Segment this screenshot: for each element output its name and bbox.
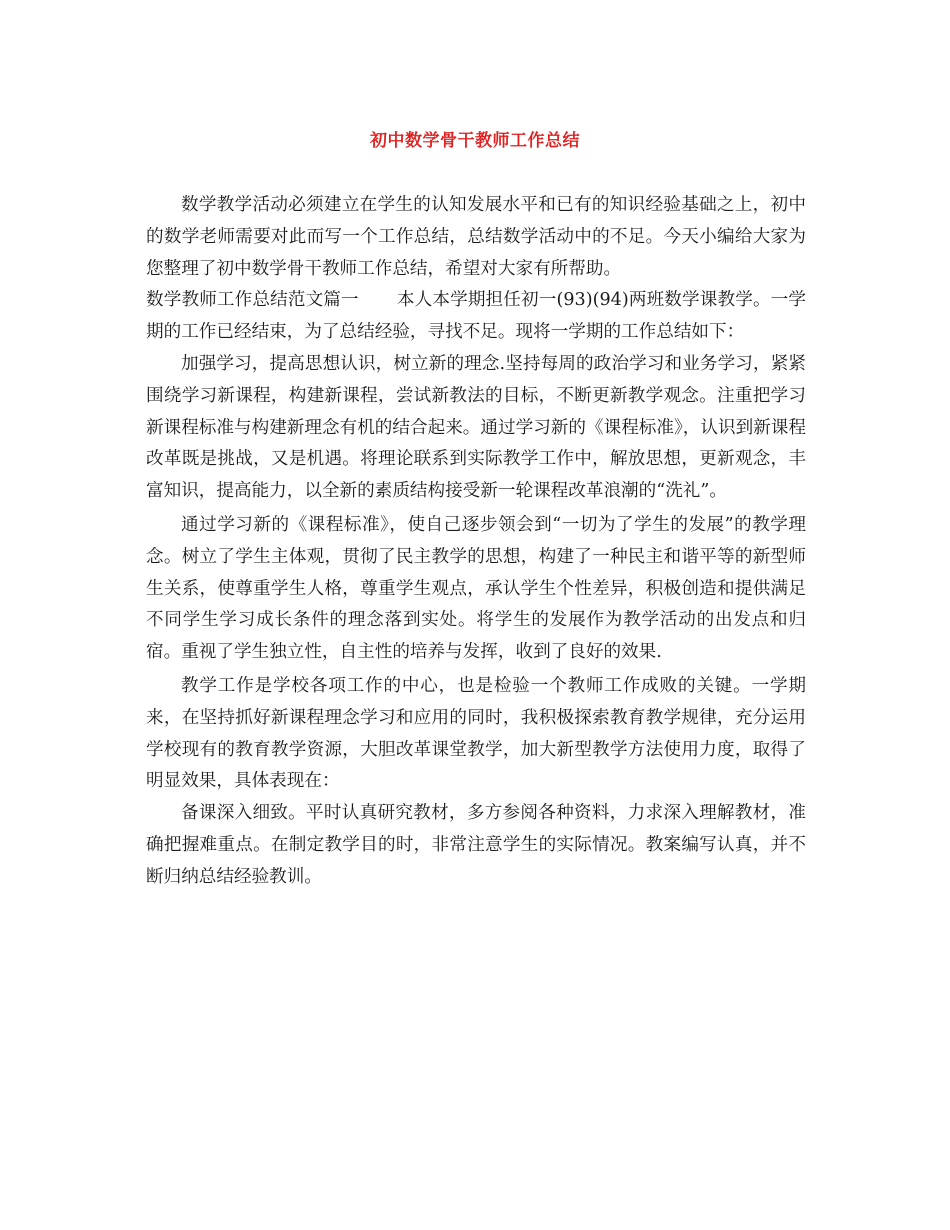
intro-paragraph: 数学教学活动必须建立在学生的认知发展水平和已有的知识经验基础之上，初中的数学老师需要对此而写一个工作总结，总结数学活动中的不足。今天小编给大家为您整理了初中数学骨干教师工作总结，希望对大家有所帮助。 bbox=[146, 195, 806, 279]
document-title: 初中数学骨干教师工作总结 bbox=[370, 131, 580, 151]
section-intro-text: 本人本学期担任初一(93)(94)两班数学课教学。一学期的工作已经结束，为了总结经验，寻找不足。现将一学期的工作总结如下： bbox=[146, 290, 806, 343]
body-paragraph-study: 加强学习，提高思想认识，树立新的理念.坚持每周的政治学习和业务学习，紧紧围绕学习新课程，构建新课程，尝试新教法的目标，不断更新教学观念。注重把学习新课程标准与构建新理念有机的结合起来。通过学习新的《课程标准》，认识到新课程改革既是挑战，又是机遇。将理论联系到实际教学工作中，解放思想，更新观念，丰富知识，提高能力，以全新的素质结构接受新一轮课程改革浪潮的“洗礼”。 bbox=[146, 353, 806, 502]
body-paragraph-lesson-prep: 备课深入细致。平时认真研究教材，多方参阅各种资料，力求深入理解教材，准确把握难重点。在制定教学目的时，非常注意学生的实际情况。教案编写认真，并不断归纳总结经验教训。 bbox=[146, 803, 806, 887]
section-intro-paragraph bbox=[146, 285, 806, 349]
section-heading: 数学教师工作总结范文篇一 bbox=[146, 290, 359, 311]
body-paragraph-teaching: 教学工作是学校各项工作的中心，也是检验一个教师工作成败的关键。一学期来，在坚持抓好新课程理念学习和应用的同时，我积极探索教育教学规律，充分运用学校现有的教育教学资源，大胆改革课堂教学，加大新型教学方法使用力度，取得了明显效果，具体表现在： bbox=[146, 675, 806, 792]
body-paragraph-standards: 通过学习新的《课程标准》，使自己逐步领会到“一切为了学生的发展”的教学理念。树立了学生主体观，贯彻了民主教学的思想，构建了一种民主和谐平等的新型师生关系，使尊重学生人格，尊重学生观点，承认学生个性差异，积极创造和提供满足不同学生学习成长条件的理念落到实处。将学生的发展作为教学活动的出发点和归宿。重视了学生独立性，自主性的培养与发挥，收到了良好的效果. bbox=[146, 514, 806, 663]
document-body bbox=[146, 190, 806, 894]
